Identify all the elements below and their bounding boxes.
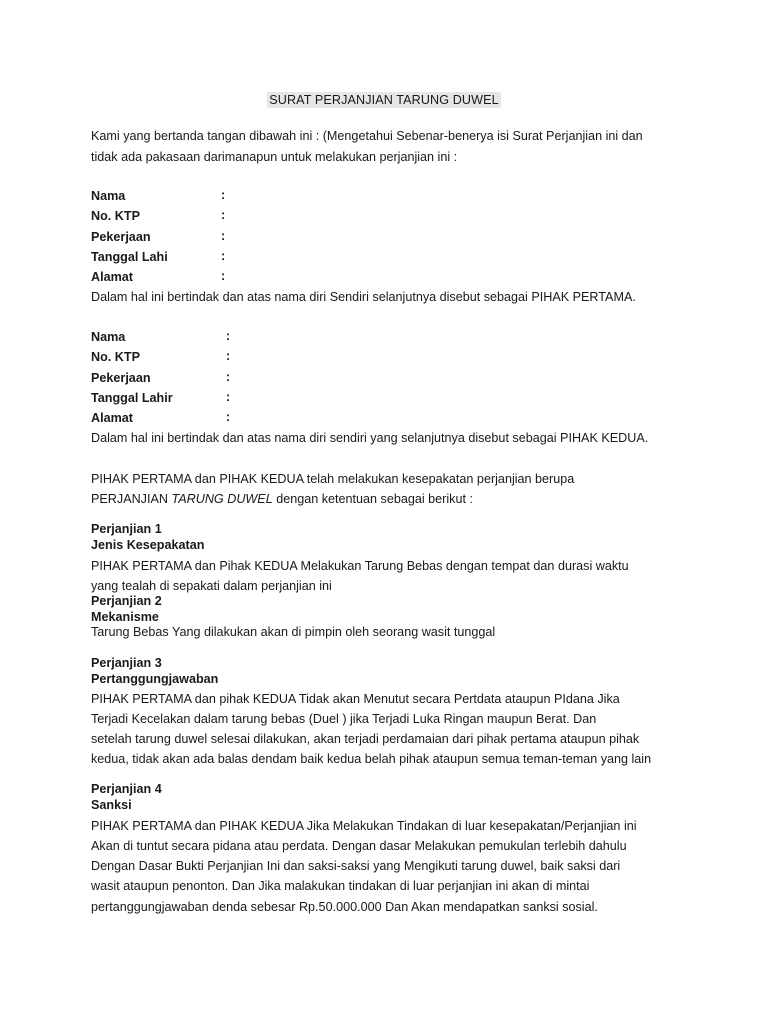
party1-statement: Dalam hal ini bertindak dan atas nama diri Sendiri selanjutnya disebut sebagai PIHAK PERTAMA. [91,290,636,304]
agreement-line-2 [91,491,473,507]
party2-label-nama: Nama [91,330,126,344]
clause-4-line-4: wasit ataupun penonton. Dan Jika malakukan tindakan di luar perjanjian ini akan di mintai [91,879,590,893]
clause-4-line-1: PIHAK PERTAMA dan PIHAK KEDUA Jika Melakukan Tindakan di luar kesepakatan/Perjanjian ini [91,819,637,833]
clause-4-subheading: Sanksi [91,798,132,812]
clause-4-line-3: Dengan Dasar Bukti Perjanjian Ini dan saksi-saksi yang Mengikuti tarung duwel, baik saksi dari [91,859,621,873]
party1-label-tanggal: Tanggal Lahi [91,250,168,264]
clause-1-line-2: yang tealah di sepakati dalam perjanjian ini [91,579,332,593]
party1-label-pekerjaan: Pekerjaan [91,230,151,244]
party1-colon-tanggal: : [221,249,226,263]
clause-4-line-5: pertanggungjawaban denda sebesar Rp.50.000.000 Dan Akan mendapatkan sanksi sosial. [91,900,598,914]
party1-colon-nama: : [221,188,226,202]
party2-statement: Dalam hal ini bertindak dan atas nama diri sendiri yang selanjutnya disebut sebagai PIHAK KEDUA. [91,431,649,445]
clause-3-line-4: kedua, tidak akan ada balas dendam baik kedua belah pihak ataupun semua teman-teman yang lain [91,752,652,766]
clause-4-heading: Perjanjian 4 [91,782,162,796]
agreement-line-2-pre: PERJANJIAN [91,492,172,506]
agreement-line-2-italic: TARUNG DUWEL [171,492,273,506]
clause-3-line-3: setelah tarung duwel selesai dilakukan, akan terjadi perdamaian dari pihak pertama ataupun pihak [91,732,640,746]
clause-2-subheading: Mekanisme [91,610,159,624]
clause-3-line-1: PIHAK PERTAMA dan pihak KEDUA Tidak akan Menutut secara Pertdata ataupun PIdana Jika [91,692,620,706]
agreement-line-2-post: dengan ketentuan sebagai berikut : [272,492,473,506]
party2-label-alamat: Alamat [91,411,133,425]
clause-2-line-1: Tarung Bebas Yang dilakukan akan di pimpin oleh seorang wasit tunggal [91,625,496,639]
party2-colon-alamat: : [226,410,231,424]
party1-colon-pekerjaan: : [221,229,226,243]
party1-label-alamat: Alamat [91,270,133,284]
party2-colon-tanggal: : [226,390,231,404]
party1-label-ktp: No. KTP [91,209,140,223]
party2-colon-nama: : [226,329,231,343]
party2-colon-ktp: : [226,349,231,363]
clause-1-line-1: PIHAK PERTAMA dan Pihak KEDUA Melakukan Tarung Bebas dengan tempat dan durasi waktu [91,559,629,573]
party2-colon-pekerjaan: : [226,370,231,384]
party2-label-ktp: No. KTP [91,350,140,364]
clause-3-heading: Perjanjian 3 [91,656,162,670]
party2-label-tanggal: Tanggal Lahir [91,391,173,405]
party1-colon-ktp: : [221,208,226,222]
clause-3-line-2: Terjadi Kecelakan dalam tarung bebas (Duel ) jika Terjadi Luka Ringan maupun Berat. Dan [91,712,597,726]
intro-line-1: Kami yang bertanda tangan dibawah ini : (Mengetahui Sebenar-benerya isi Surat Perjanjian ini dan [91,129,643,143]
clause-3-subheading: Pertanggungjawaban [91,672,219,686]
party1-label-nama: Nama [91,189,126,203]
intro-line-2: tidak ada pakasaan darimanapun untuk melakukan perjanjian ini : [91,150,458,164]
document-title-text: SURAT PERJANJIAN TARUNG DUWEL [269,93,499,107]
clause-1-subheading: Jenis Kesepakatan [91,538,205,552]
party1-colon-alamat: : [221,269,226,283]
document-title [0,93,768,107]
agreement-line-1: PIHAK PERTAMA dan PIHAK KEDUA telah melakukan kesepakatan perjanjian berupa [91,472,575,486]
clause-1-heading: Perjanjian 1 [91,522,162,536]
party2-label-pekerjaan: Pekerjaan [91,371,151,385]
clause-2-heading: Perjanjian 2 [91,594,162,608]
clause-4-line-2: Akan di tuntut secara pidana atau perdata. Dengan dasar Melakukan pemukulan terlebih dahulu [91,839,627,853]
